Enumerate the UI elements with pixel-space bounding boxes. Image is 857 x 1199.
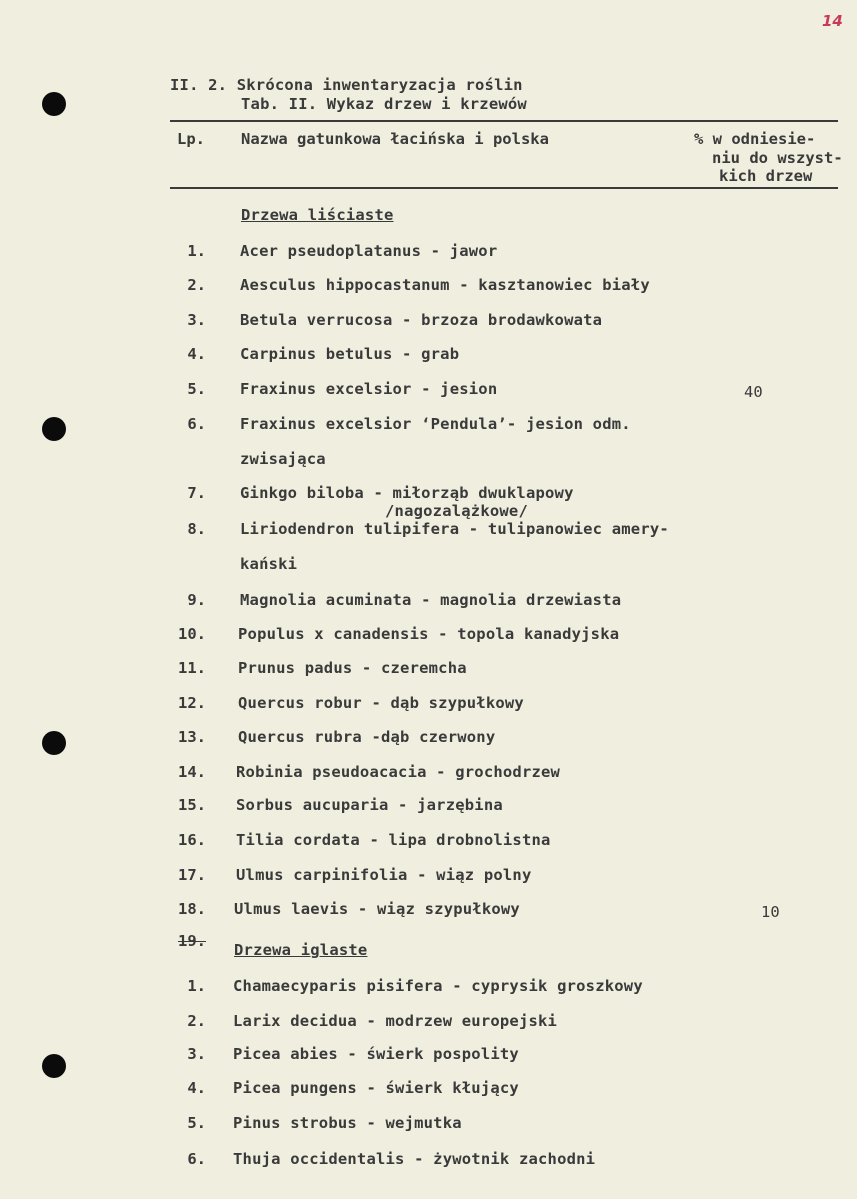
header-rule-top bbox=[170, 120, 838, 122]
species-name: Fraxinus excelsior - jesion bbox=[240, 380, 498, 398]
row-number: 1. bbox=[187, 242, 206, 260]
column-header-percent: % w odniesie- bbox=[694, 130, 816, 148]
species-name: Carpinus betulus - grab bbox=[240, 345, 460, 363]
species-name: Quercus rubra -dąb czerwony bbox=[238, 728, 496, 746]
row-number: 10. bbox=[178, 625, 206, 643]
species-name-continued: /nagozalążkowe/ bbox=[385, 502, 528, 520]
page-number: 14 bbox=[822, 12, 843, 30]
section-heading-coniferous: Drzewa iglaste bbox=[234, 941, 368, 959]
column-header-name: Nazwa gatunkowa łacińska i polska bbox=[241, 130, 549, 148]
species-name: Liriodendron tulipifera - tulipanowiec amery- bbox=[240, 520, 669, 538]
row-number: 18. bbox=[178, 900, 206, 918]
punch-hole bbox=[42, 92, 66, 116]
row-number: 7. bbox=[187, 484, 206, 502]
species-name: Chamaecyparis pisifera - cyprysik groszkowy bbox=[233, 977, 643, 995]
row-number: 4. bbox=[187, 1079, 206, 1097]
section-title: II. 2. Skrócona inwentaryzacja roślin bbox=[170, 76, 523, 94]
species-name: Populus x canadensis - topola kanadyjska bbox=[238, 625, 620, 643]
species-name: Picea abies - świerk pospolity bbox=[233, 1045, 519, 1063]
row-number: 5. bbox=[187, 380, 206, 398]
column-header-percent: niu do wszyst- bbox=[712, 149, 843, 167]
species-name: Ginkgo biloba - miłorząb dwuklapowy bbox=[240, 484, 574, 502]
row-number: 17. bbox=[178, 866, 206, 884]
header-rule-bottom bbox=[170, 187, 838, 189]
row-number: 15. bbox=[178, 796, 206, 814]
row-number: 6. bbox=[187, 415, 206, 433]
species-name: Prunus padus - czeremcha bbox=[238, 659, 467, 677]
table-title: Tab. II. Wykaz drzew i krzewów bbox=[241, 95, 527, 113]
row-number: 4. bbox=[187, 345, 206, 363]
punch-hole bbox=[42, 731, 66, 755]
row-number: 14. bbox=[178, 763, 206, 781]
species-name: Aesculus hippocastanum - kasztanowiec biały bbox=[240, 276, 650, 294]
row-number: 5. bbox=[187, 1114, 206, 1132]
row-number: 16. bbox=[178, 831, 206, 849]
species-name: Thuja occidentalis - żywotnik zachodni bbox=[233, 1150, 596, 1168]
row-number: 13. bbox=[178, 728, 206, 746]
species-name: Tilia cordata - lipa drobnolistna bbox=[236, 831, 551, 849]
species-name: Betula verrucosa - brzoza brodawkowata bbox=[240, 311, 603, 329]
struck-row-number: 19. bbox=[178, 932, 206, 950]
row-number: 3. bbox=[187, 1045, 206, 1063]
species-name: Ulmus laevis - wiąz szypułkowy bbox=[234, 900, 520, 918]
species-name: Larix decidua - modrzew europejski bbox=[233, 1012, 558, 1030]
row-number: 2. bbox=[187, 276, 206, 294]
punch-hole bbox=[42, 417, 66, 441]
row-number: 9. bbox=[187, 591, 206, 609]
species-name: Magnolia acuminata - magnolia drzewiasta bbox=[240, 591, 622, 609]
row-number: 12. bbox=[178, 694, 206, 712]
row-number: 1. bbox=[187, 977, 206, 995]
species-name: Picea pungens - świerk kłujący bbox=[233, 1079, 519, 1097]
section-heading-deciduous: Drzewa liściaste bbox=[241, 206, 394, 224]
species-name: Fraxinus excelsior ‘Pendula’- jesion odm. bbox=[240, 415, 631, 433]
species-name-continued: kański bbox=[240, 555, 298, 573]
species-name-continued: zwisająca bbox=[240, 450, 326, 468]
species-name: Ulmus carpinifolia - wiąz polny bbox=[236, 866, 532, 884]
percent-value: 40 bbox=[744, 383, 763, 401]
percent-value: 10 bbox=[761, 903, 780, 921]
row-number: 11. bbox=[178, 659, 206, 677]
species-name: Pinus strobus - wejmutka bbox=[233, 1114, 462, 1132]
column-header-percent: kich drzew bbox=[719, 167, 813, 185]
row-number: 3. bbox=[187, 311, 206, 329]
column-header-lp: Lp. bbox=[177, 130, 205, 148]
row-number: 6. bbox=[187, 1150, 206, 1168]
row-number: 2. bbox=[187, 1012, 206, 1030]
species-name: Sorbus aucuparia - jarzębina bbox=[236, 796, 503, 814]
row-number: 8. bbox=[187, 520, 206, 538]
punch-hole bbox=[42, 1054, 66, 1078]
species-name: Robinia pseudoacacia - grochodrzew bbox=[236, 763, 561, 781]
species-name: Quercus robur - dąb szypułkowy bbox=[238, 694, 524, 712]
species-name: Acer pseudoplatanus - jawor bbox=[240, 242, 498, 260]
